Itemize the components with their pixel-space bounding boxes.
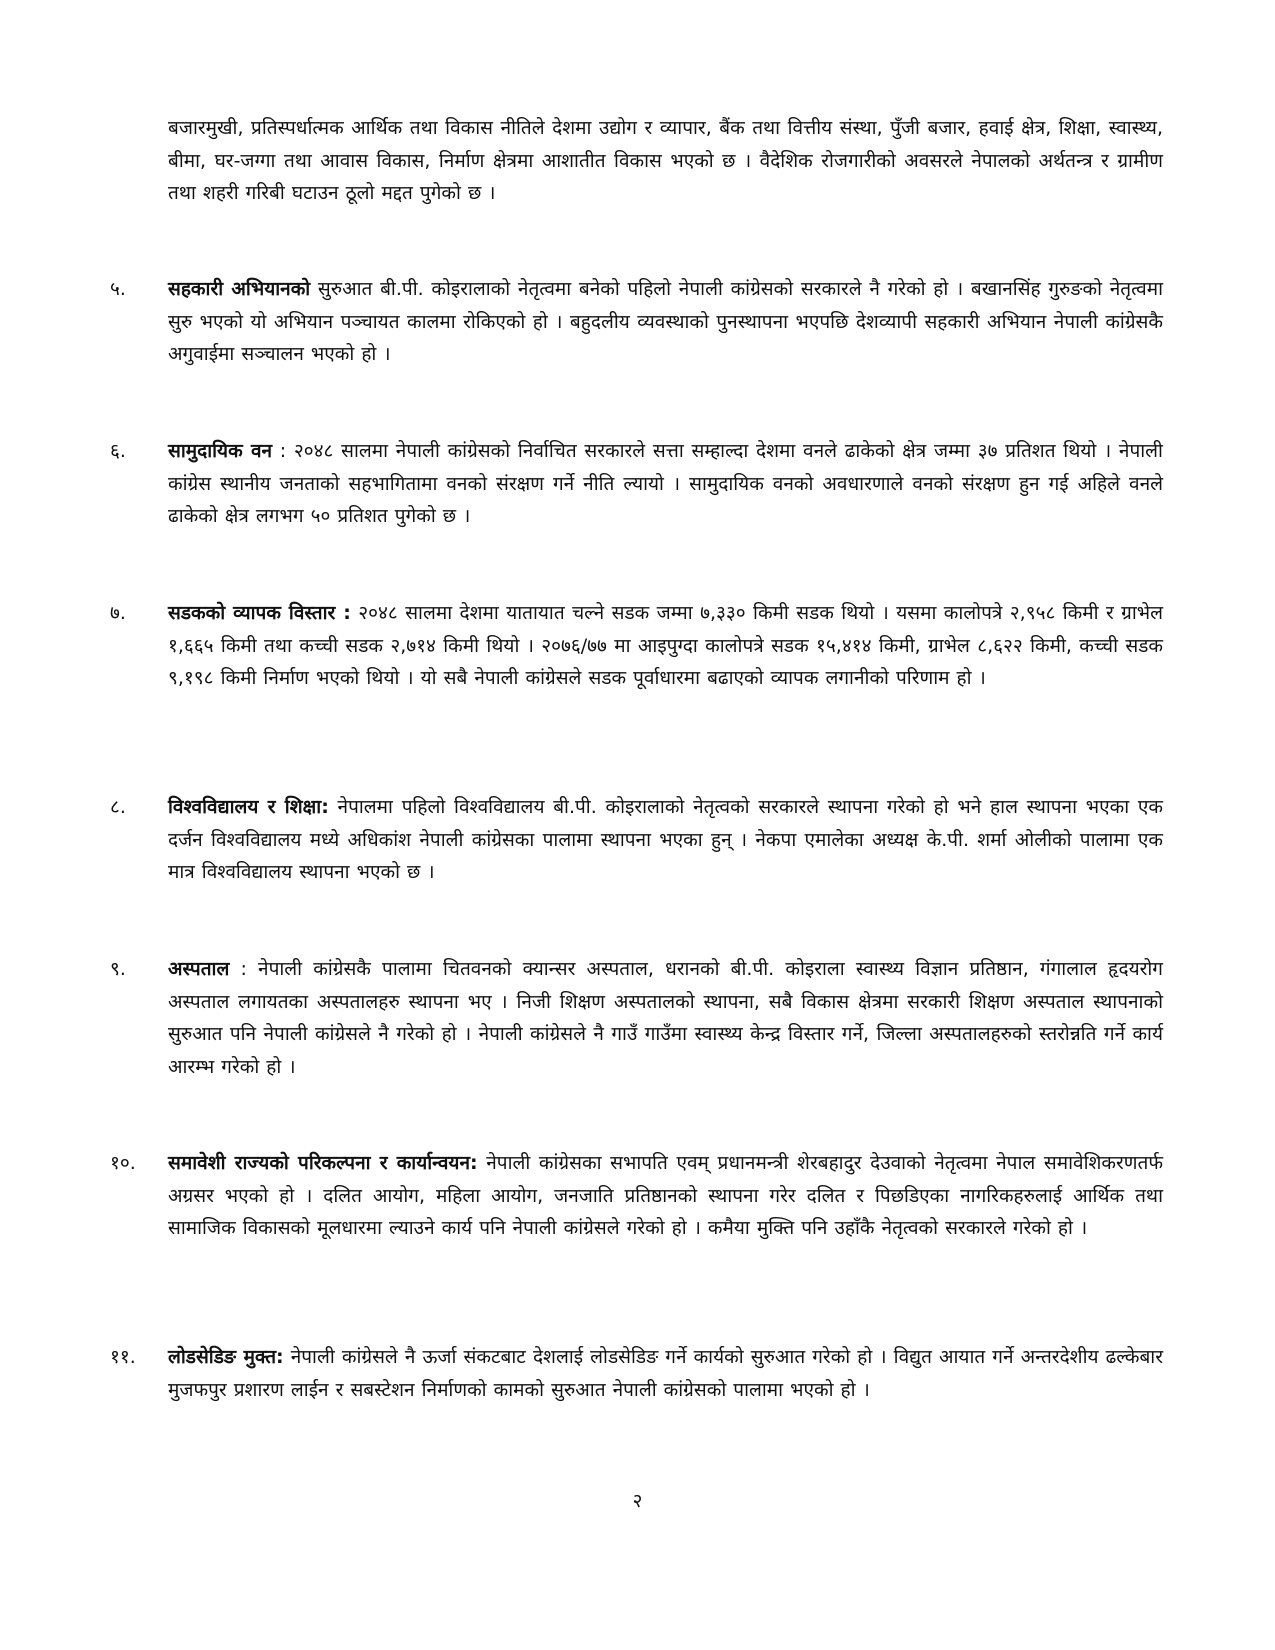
item-number: ५. [110,278,126,300]
item-text [168,953,1163,1083]
intro-paragraph: बजारमुखी, प्रतिस्पर्धात्मक आर्थिक तथा विकास नीतिले देशमा उद्योग र व्यापार, बैंक तथा वित्तीय संस्था, पुँजी बजार, हवाई क्षेत्र, शिक्षा, स्वास्थ्य, बीमा, घर-जग्गा तथा आवास विकास, निर्माण क्षेत्रमा आशातीत विकास भएको छ । वैदेशिक रोजगारीको अवसरले नेपालको अर्थतन्त्र र ग्रामीण तथा शहरी गरिबी घटाउन ठूलो मद्दत पुगेको छ । [168,117,1163,204]
item-body: नेपाली कांग्रेसका सभापति एवम् प्रधानमन्त्री शेरबहादुर देउवाको नेतृत्वमा नेपाल समावेशिकरणतर्फ अग्रसर भएको हो । दलित आयोग, महिला आयोग, जनजाति प्रतिष्ठानको स्थापना गरेर दलित र पिछडिएका नागरिकहरुलाई आर्थिक तथा सामाजिक विकासको मूलधारमा ल्याउने कार्य पनि नेपाली कांग्रेसले गरेको हो । कमैया मुक्ति पनि उहाँकै नेतृत्वको सरकारले गरेको हो । [168,1152,1164,1239]
item-body: नेपालमा पहिलो विश्वविद्यालय बी.पी. कोइरालाको नेतृत्वको सरकारले स्थापना गरेको हो भने हाल स्थापना भएका एक दर्जन विश्वविद्यालय मध्ये अधिकांश नेपाली कांग्रेसका पालामा स्थापना भएका हुन् । नेकपा एमालेका अध्यक्ष के.पी. शर्मा ओलीको पालामा एक मात्र विश्वविद्यालय स्थापना भएको छ । [168,796,1163,883]
item-title: सडकको व्यापक विस्तार : [168,602,351,624]
item-title: विश्वविद्यालय र शिक्षा: [168,796,329,818]
item-text [168,273,1163,371]
page-number: २ [632,1490,643,1512]
item-number: ९. [110,958,126,980]
item-title: अस्पताल [168,958,230,980]
item-text [168,597,1163,695]
item-number: ११. [110,1346,136,1368]
item-text [168,435,1163,533]
item-body: सुरुआत बी.पी. कोइरालाको नेतृत्वमा बनेको पहिलो नेपाली कांग्रेसको सरकारले नै गरेको हो । बखानसिंह गुरुङको नेतृत्वमा सुरु भएको यो अभियान पञ्चायत कालमा रोकिएको हो । बहुदलीय व्यवस्थाको पुनस्थापना भएपछि देशव्यापी सहकारी अभियान नेपाली कांग्रेसकै अगुवाईमा सञ्चालन भएको हो । [168,278,1163,365]
item-text [168,791,1163,889]
item-number: ६. [110,440,126,462]
item-number: ७. [110,602,126,624]
item-title: सामुदायिक वन [168,440,273,462]
item-body: नेपाली कांग्रेसले नै ऊर्जा संकटबाट देशलाई लोडसेडिङ गर्ने कार्यको सुरुआत गरेको हो । विद्युत आयात गर्ने अन्तरदेशीय ढल्केबार मुजफपुर प्रशारण लाईन र सबस्टेशन निर्माणको कामको सुरुआत नेपाली कांग्रेसको पालामा भएको हो । [168,1346,1163,1401]
item-body: : नेपाली कांग्रेसकै पालामा चितवनको क्यान्सर अस्पताल, धरानको बी.पी. कोइराला स्वास्थ्य विज्ञान प्रतिष्ठान, गंगालाल हृदयरोग अस्पताल लगायतका अस्पतालहरु स्थापना भए । निजी शिक्षण अस्पतालको स्थापना, सबै विकास क्षेत्रमा सरकारी शिक्षण अस्पताल स्थापनाको सुरुआत पनि नेपाली कांग्रेसले नै गरेको हो । नेपाली कांग्रेसले नै गाउँ गाउँमा स्वास्थ्य केन्द्र विस्तार गर्ने, जिल्ला अस्पतालहरुको स्तरोन्नति गर्ने कार्य आरम्भ गरेको हो । [168,958,1163,1078]
item-text [168,1147,1163,1245]
item-title: समावेशी राज्यको परिकल्पना र कार्यान्वयन: [168,1152,478,1174]
item-body: २०४८ सालमा देशमा यातायात चल्ने सडक जम्मा ७,३३० किमी सडक थियो । यसमा कालोपत्रे २,९५८ किमी र ग्राभेल १,६६५ किमी तथा कच्ची सडक २,७१४ किमी थियो । २०७६/७७ मा आइपुग्दा कालोपत्रे सडक १५,४१४ किमी, ग्राभेल ८,६२२ किमी, कच्ची सडक ९,१९८ किमी निर्माण भएको थियो । यो सबै नेपाली कांग्रेसले सडक पूर्वाधारमा बढाएको व्यापक लगानीको परिणाम हो । [168,602,1163,689]
item-number: ८. [110,796,126,818]
item-title: सहकारी अभियानको [168,278,311,300]
item-text [168,1341,1163,1406]
item-number: १०. [110,1152,136,1174]
item-body: : २०४८ सालमा नेपाली कांग्रेसको निर्वाचित सरकारले सत्ता सम्हाल्दा देशमा वनले ढाकेको क्षेत्र जम्मा ३७ प्रतिशत थियो । नेपाली कांग्रेस स्थानीय जनताको सहभागितामा वनको संरक्षण गर्ने नीति ल्यायो । सामुदायिक वनको अवधारणाले वनको संरक्षण हुन गई अहिले वनले ढाकेको क्षेत्र लगभग ५० प्रतिशत पुगेको छ । [168,440,1163,527]
item-title: लोडसेडिङ मुक्त: [168,1346,284,1368]
